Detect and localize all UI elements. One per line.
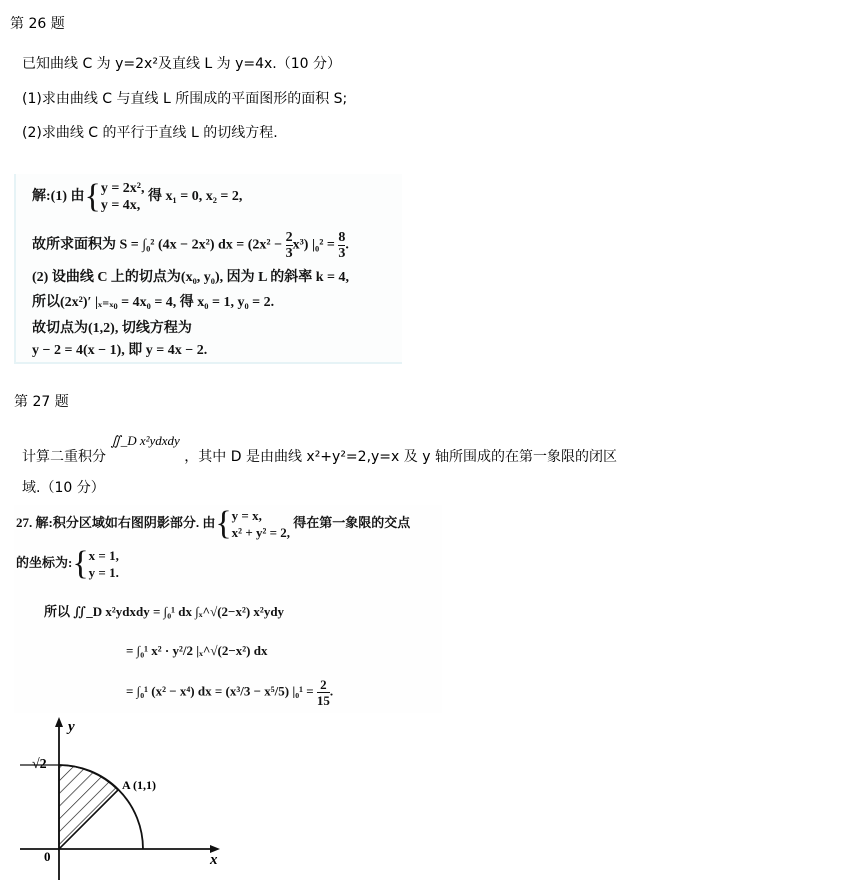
region-figure [10,715,240,885]
sol26-line5: 故切点为(1,2), 切线方程为 [32,321,192,336]
shaded-region [59,765,118,849]
sol26-line2: 故所求面积为 S = ∫₀² (4x − 2x²) dx = (2x² − $\frac{2}{3}$ x³) |₀² = $\frac{8}{3}$ . [32,230,349,261]
q26-solution-image [14,174,402,364]
sol27-line4: = ∫₀¹ x² · y²/2 |ₓ^√(2−x²) dx [126,643,268,658]
q27-statement-cont: 域.（10 分） [22,480,105,496]
frac-num: 2 [285,230,293,245]
q26-part1: (1)求由曲线 C 与直线 L 所围成的平面图形的面积 S; [22,91,348,107]
result-den: 15 [316,693,330,708]
result-num: 2 [317,677,330,693]
system-eq1: y = 2x², [100,181,145,196]
system-eq2: y = 4x, [100,198,141,213]
y-axis-arrow [55,717,63,727]
frac-den: 3 [285,246,293,261]
sol27-line5: = ∫₀¹ (x² − x⁴) dx = (x³/3 − x⁵/5) |₀¹ = $\frac{2}{15}$ . [126,677,334,708]
point-a-label: A (1,1) [122,778,156,792]
sol27-line2: 的坐标为:{x = 1, y = 1. [16,545,119,582]
text: 故所求面积为 S = ∫₀² (4x − 2x²) dx = (2x² − [32,237,286,253]
text: x³) |₀² = [292,237,339,253]
q26-heading: 第 26 题 [10,16,65,32]
sol26-line6: y − 2 = 4(x − 1), 即 y = 4x − 2. [32,343,208,358]
y-axis-label: y [68,719,75,735]
sol26-line4: 所以(2x²)′ |ₓ₌ₓ₀ = 4x₀ = 4, 得 x₀ = 1, y₀ = 2. [32,295,275,310]
text: 得 x₁ = 0, x₂ = 2, [148,189,243,205]
x-axis-label: x [210,852,218,868]
text: 得在第一象限的交点 [293,514,411,530]
text: 计算二重积分 [22,449,106,465]
double-integral: ∬_D x²ydxdy [110,433,180,448]
text: 的坐标为: [16,554,73,570]
q26-statement: 已知曲线 C 为 y=2x²及直线 L 为 y=4x.（10 分） [22,56,342,72]
sol27-line3: 所以 ∬_D x²ydxdy = ∫₀¹ dx ∫ₓ^√(2−x²) x²ydy [44,604,285,619]
system-eq4: y = 1. [88,565,119,580]
system-eq1: y = x, [231,508,262,523]
q27-statement [22,433,617,466]
sol26-line1: 解:(1) 由{y = 2x², y = 4x, 得 x₁ = 0, x₂ = 2, [32,178,243,215]
y-tick-label: √2 [32,757,47,772]
q27-solution-image [14,505,442,713]
text: ，其中 D 是由曲线 x²+y²=2,y=x 及 y 轴所围成的在第一象限的闭区 [184,449,617,465]
text: = ∫₀¹ (x² − x⁴) dx = (x³/3 − x⁵/5) |₀¹ = [126,683,317,699]
result-den: 3 [338,246,346,261]
result-num: 8 [338,230,346,245]
origin-label: 0 [44,849,51,864]
text: 解:(1) 由 [32,189,85,205]
system-eq3: x = 1, [88,548,119,563]
system-eq2: x² + y² = 2, [231,525,291,540]
q27-heading: 第 27 题 [14,394,69,410]
text: 27. 解:积分区域如右图阴影部分. 由 [16,514,216,530]
sol26-line3: (2) 设曲线 C 上的切点为(x₀, y₀), 因为 L 的斜率 k = 4, [32,270,349,285]
sol27-line1: 27. 解:积分区域如右图阴影部分. 由{y = x, x² + y² = 2, 得在第一象限的交点 [16,505,411,542]
q26-part2: (2)求曲线 C 的平行于直线 L 的切线方程. [22,125,278,141]
